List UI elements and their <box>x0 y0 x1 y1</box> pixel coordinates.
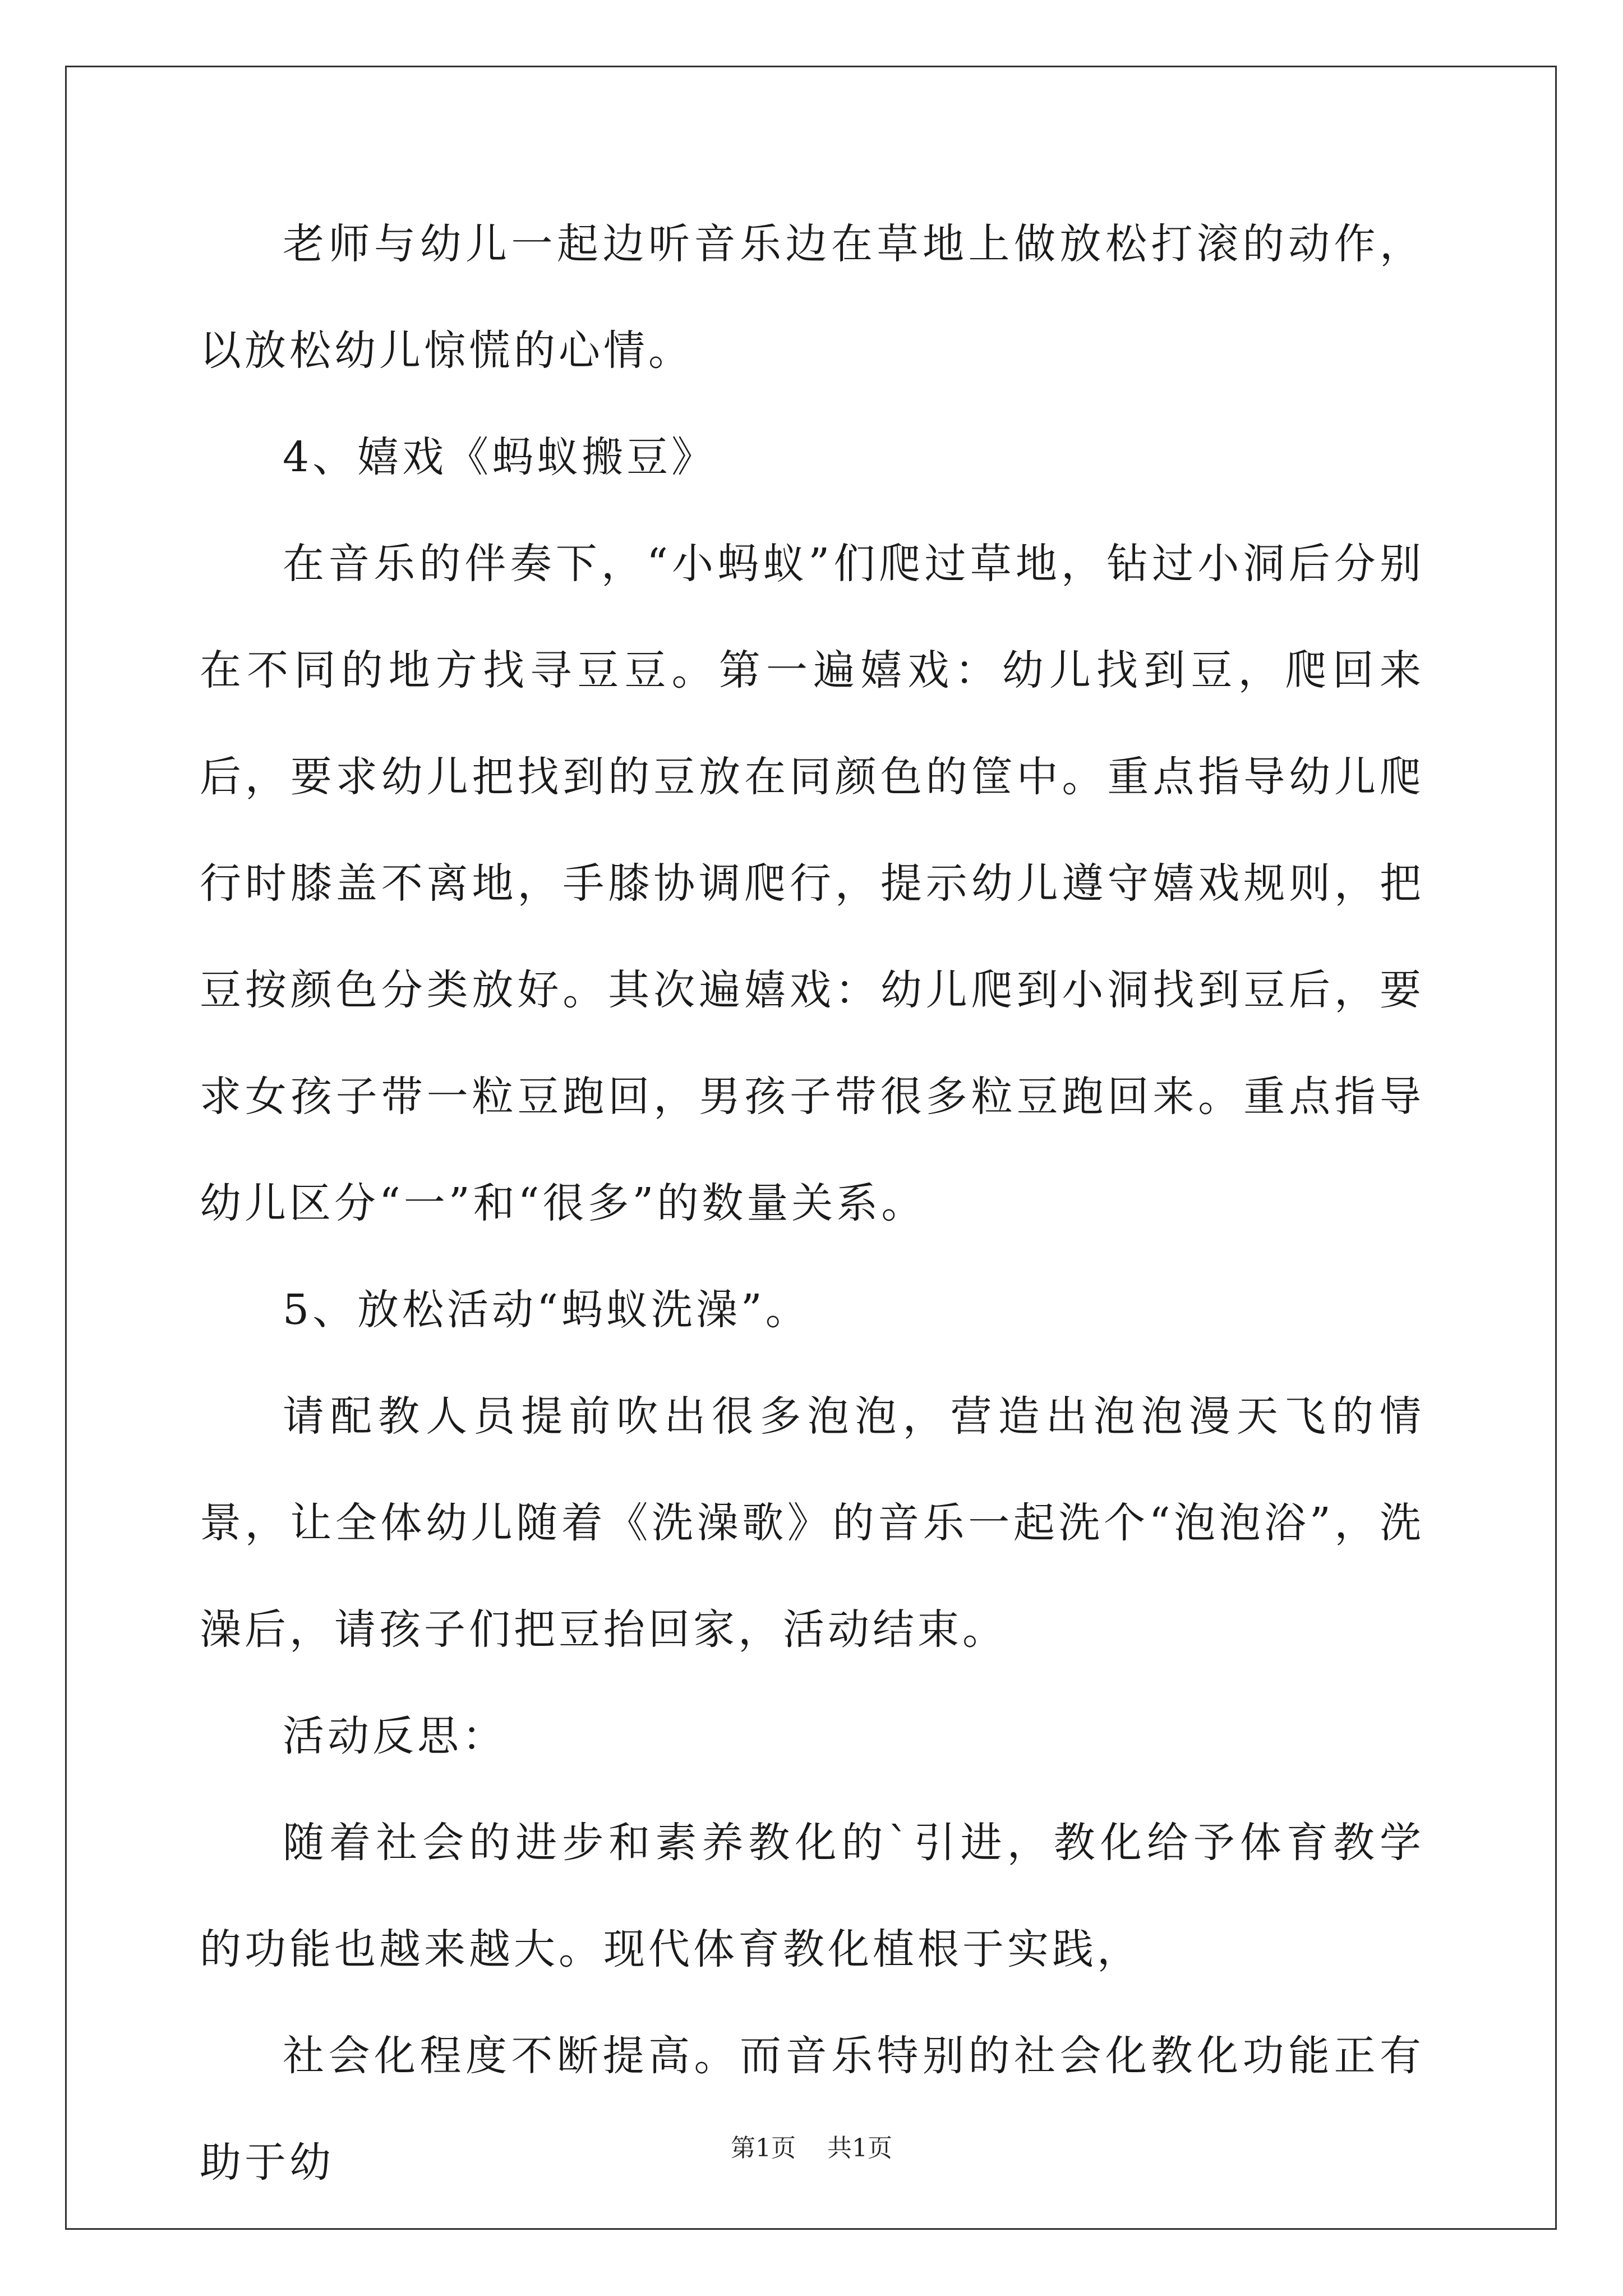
paragraph-reflection-2: 社会化程度不断提高。而音乐特别的社会化教化功能正有助于幼 <box>200 2032 1424 2187</box>
paragraph-reflection-1: 随着社会的进步和素养教化的`引进，教化给予体育教学的功能也越来越大。现代体育教化植根于实践， <box>200 1819 1424 1973</box>
paragraph-relax-rolling: 老师与幼儿一起边听音乐边在草地上做放松打滚的动作，以放松幼儿惊慌的心情。 <box>200 220 1424 375</box>
page-number: 第1页 <box>731 2134 796 2162</box>
section-heading-reflection: 活动反思： <box>283 1712 507 1760</box>
paragraph-bubble-bath: 请配教人员提前吹出很多泡泡，营造出泡泡漫天飞的情景，让全体幼儿随着《洗澡歌》的音乐一起洗个“泡泡浴”，洗澡后，请孩子们把豆抬回家，活动结束。 <box>200 1392 1424 1654</box>
page-footer <box>0 2132 1623 2165</box>
section-heading-game: 4、嬉戏《蚂蚁搬豆》 <box>283 433 717 481</box>
document-body <box>200 191 1424 2216</box>
paragraph-game-description: 在音乐的伴奏下，“小蚂蚁”们爬过草地，钻过小洞后分别在不同的地方找寻豆豆。第一遍嬉戏：幼儿找到豆，爬回来后，要求幼儿把找到的豆放在同颜色的筐中。重点指导幼儿爬行时膝盖不离地，手膝协调爬行，提示幼儿遵守嬉戏规则，把豆按颜色分类放好。其次遍嬉戏：幼儿爬到小洞找到豆后，要求女孩子带一粒豆跑回，男孩子带很多粒豆跑回来。重点指导幼儿区分“一”和“很多”的数量关系。 <box>200 540 1424 1227</box>
section-heading-relax-activity: 5、放松活动“蚂蚁洗澡”。 <box>283 1286 810 1334</box>
page-total: 共1页 <box>827 2134 892 2162</box>
